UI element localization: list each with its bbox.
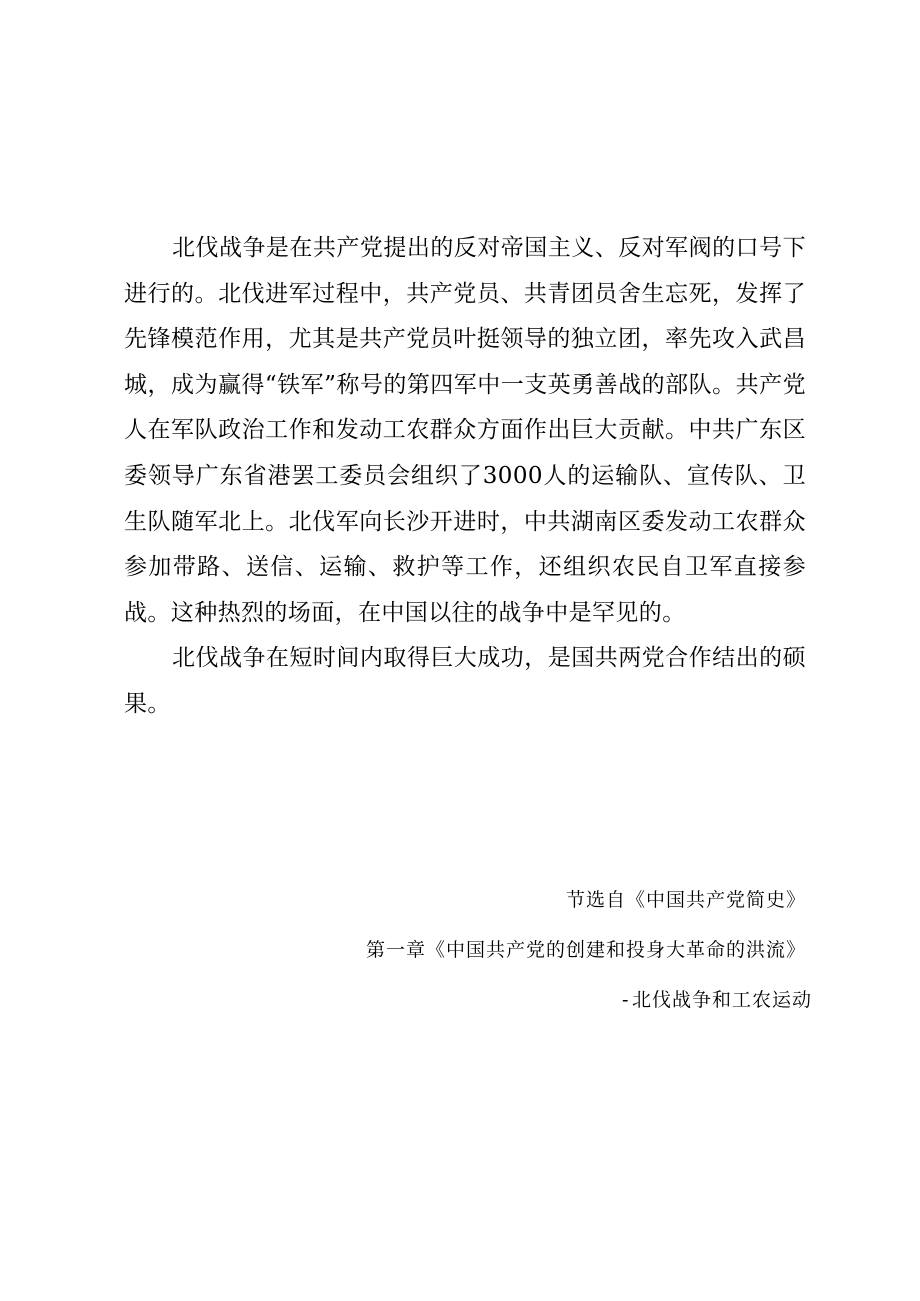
paragraph-2: 北伐战争在短时间内取得巨大成功，是国共两党合作结出的硕果。 [124,645,806,717]
paragraph-1: 北伐战争是在共产党提出的反对帝国主义、反对军阀的口号下进行的。北伐进军过程中，共产党员、共青团员舍生忘死，发挥了先锋模范作用，尤其是共产党员叶挺领导的独立团，率先攻入武昌城，成为赢得“铁军”称号的第四军中一支英勇善战的部队。共产党人在军队政治工作和发动工农群众方面作出巨大贡献。中共广东区委领导广东省港罢工委员会组织了3000人的运输队、宣传队、卫生队随军北上。北伐军向长沙开进时，中共湖南区委发动工农群众参加带路、送信、运输、救护等工作，还组织农民自卫军直接参战。这种热烈的场面，在中国以往的战争中是罕见的。 [124,235,806,626]
source-chapter: 第一章《中国共产党的创建和投身大革命的洪流》 [365,939,806,961]
source-section: -北伐战争和工农运动 [619,989,812,1011]
body-text [124,226,806,728]
source-book: 节选自《中国共产党简史》 [565,889,806,911]
source-citation [206,880,812,1030]
